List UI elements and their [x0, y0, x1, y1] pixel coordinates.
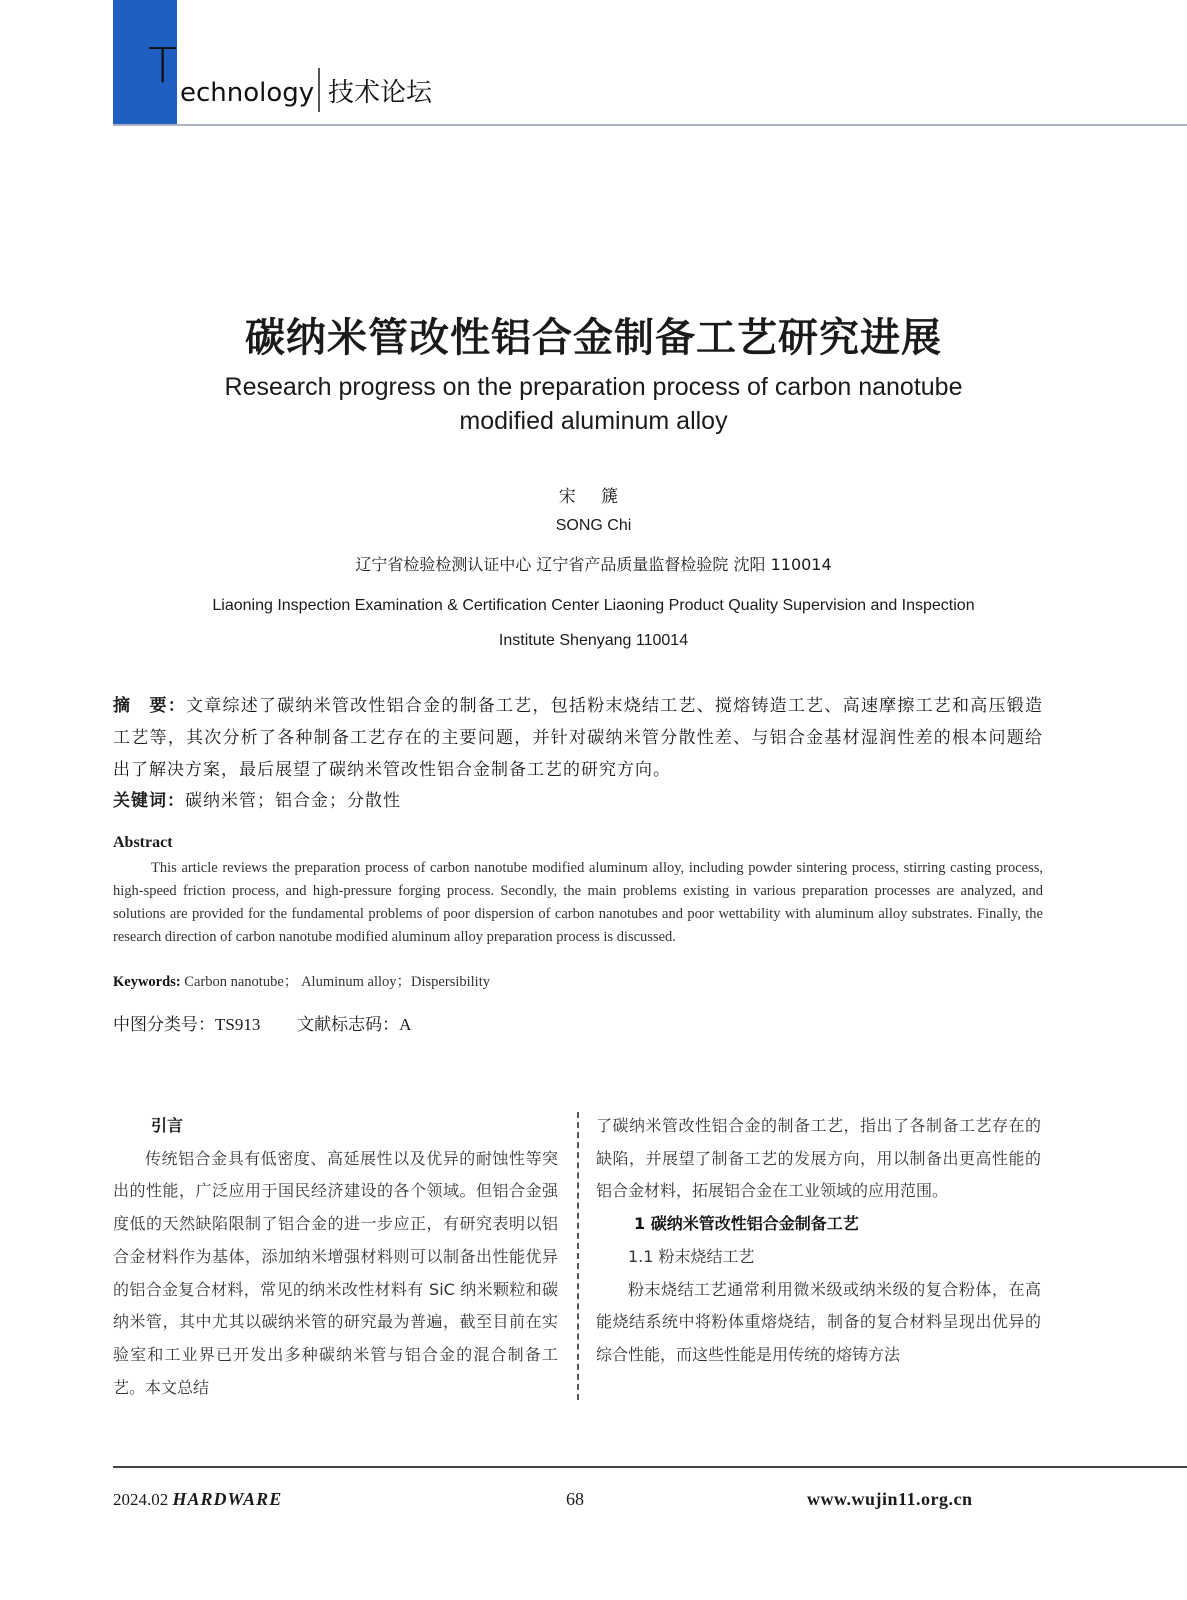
- keywords-cn: [113, 786, 1043, 816]
- keywords-cn-label: 关键词：: [113, 791, 185, 811]
- section1-heading: 1 碳纳米管改性铝合金制备工艺: [634, 1214, 859, 1234]
- intro-paragraph: 传统铝合金具有低密度、高延展性以及优异的耐蚀性等突出的性能，广泛应用于国民经济建设的各个领域。但铝合金强度低的天然缺陷限制了铝合金的进一步应正，有研究表明以铝合金材料作为基体，添加纳米增强材料则可以制备出性能优异的铝合金复合材料，常见的纳米改性材料有 SiC 纳米颗粒和碳纳米管，其中尤其以碳纳米管的研究最为普遍，截至目前在实验室和工业界已开发出多种碳纳米管与铝合金的混合制备工艺。本文总结: [113, 1148, 558, 1397]
- header-brand-text: echnology: [180, 78, 315, 108]
- article-title-cn: 碳纳米管改性铝合金制备工艺研究进展: [245, 315, 942, 361]
- abstract-cn-label: 摘 要：: [113, 696, 186, 716]
- author-name-cn: 宋 篪: [558, 487, 629, 507]
- keywords-en: [113, 970, 490, 991]
- footer-issue: [113, 1489, 282, 1510]
- body-column-right: [596, 1110, 1041, 1372]
- body-column-left: [113, 1110, 558, 1404]
- clc-label: 中图分类号：: [113, 1015, 215, 1035]
- intro-continuation: 了碳纳米管改性铝合金的制备工艺，指出了各制备工艺存在的缺陷，并展望了制备工艺的发展方向，用以制备出更高性能的铝合金材料，拓展铝合金在工业领域的应用范围。: [596, 1116, 1041, 1201]
- footer-url[interactable]: www.wujin11.org.cn: [807, 1489, 973, 1509]
- doc-code-label: 文献标志码：: [297, 1015, 400, 1035]
- header-section-label: 技术论坛: [328, 78, 433, 108]
- doc-code-value: A: [399, 1015, 412, 1034]
- article-title-en: [0, 370, 1187, 438]
- page-number: 68: [566, 1489, 584, 1509]
- affiliation-cn: 辽宁省检验检测认证中心 辽宁省产品质量监督检验院 沈阳 110014: [355, 555, 832, 574]
- abstract-en-text: This article reviews the preparation process of carbon nanotube modified aluminum alloy, including powder sintering process, stirring casting process, high-speed friction process, and high-pressure forging process. Secondly, the main problems existing in various preparation processes are analyzed, and solutions are provided for the fundamental problems of poor dispersion of carbon nanotubes and poor wettability with aluminum alloy substrates. Finally, the research direction of carbon nanotube modified aluminum alloy preparation process is discussed.: [113, 860, 1043, 945]
- column-divider: [577, 1112, 579, 1400]
- keywords-cn-text: 碳纳米管；铝合金；分散性: [185, 791, 401, 811]
- section11-heading: 1.1 粉末烧结工艺: [628, 1246, 755, 1266]
- footer-date: 2024.02: [113, 1490, 169, 1509]
- author-name-en: SONG Chi: [555, 517, 632, 534]
- article-title-en-text: Research progress on the preparation process of carbon nanotube modified aluminum alloy: [224, 373, 963, 435]
- affiliation-en-text: Liaoning Inspection Examination & Certification Center Liaoning Product Quality Supervision and Inspection Institute Shenyang 110014: [212, 597, 975, 649]
- section11-paragraph: 粉末烧结工艺通常利用微米级或纳米级的复合粉体，在高能烧结系统中将粉体重熔烧结，制备的复合材料呈现出优异的综合性能，而这些性能是用传统的熔铸方法: [596, 1279, 1041, 1364]
- keywords-en-text: Carbon nanotube； Aluminum alloy；Dispersibility: [184, 974, 490, 990]
- abstract-en-heading: Abstract: [113, 834, 173, 851]
- affiliation-en: [0, 588, 1187, 658]
- footer-journal: HARDWARE: [172, 1489, 283, 1509]
- abstract-cn-text: 文章综述了碳纳米管改性铝合金的制备工艺，包括粉末烧结工艺、搅熔铸造工艺、高速摩擦工艺和高压锻造工艺等，其次分析了各种制备工艺存在的主要问题，并针对碳纳米管分散性差、与铝合金基材湿润性差的根本问题给出了解决方案，最后展望了碳纳米管改性铝合金制备工艺的研究方向。: [113, 696, 1044, 780]
- header-separator: [318, 68, 320, 112]
- clc-value: TS913: [215, 1015, 261, 1034]
- intro-heading: 引言: [151, 1116, 184, 1135]
- header-rule: [113, 124, 1187, 126]
- classification-line: [113, 1010, 411, 1035]
- header-brand-initial: T: [148, 38, 178, 94]
- abstract-cn: [113, 690, 1043, 786]
- footer-rule: [113, 1466, 1187, 1468]
- keywords-en-label: Keywords:: [113, 974, 181, 990]
